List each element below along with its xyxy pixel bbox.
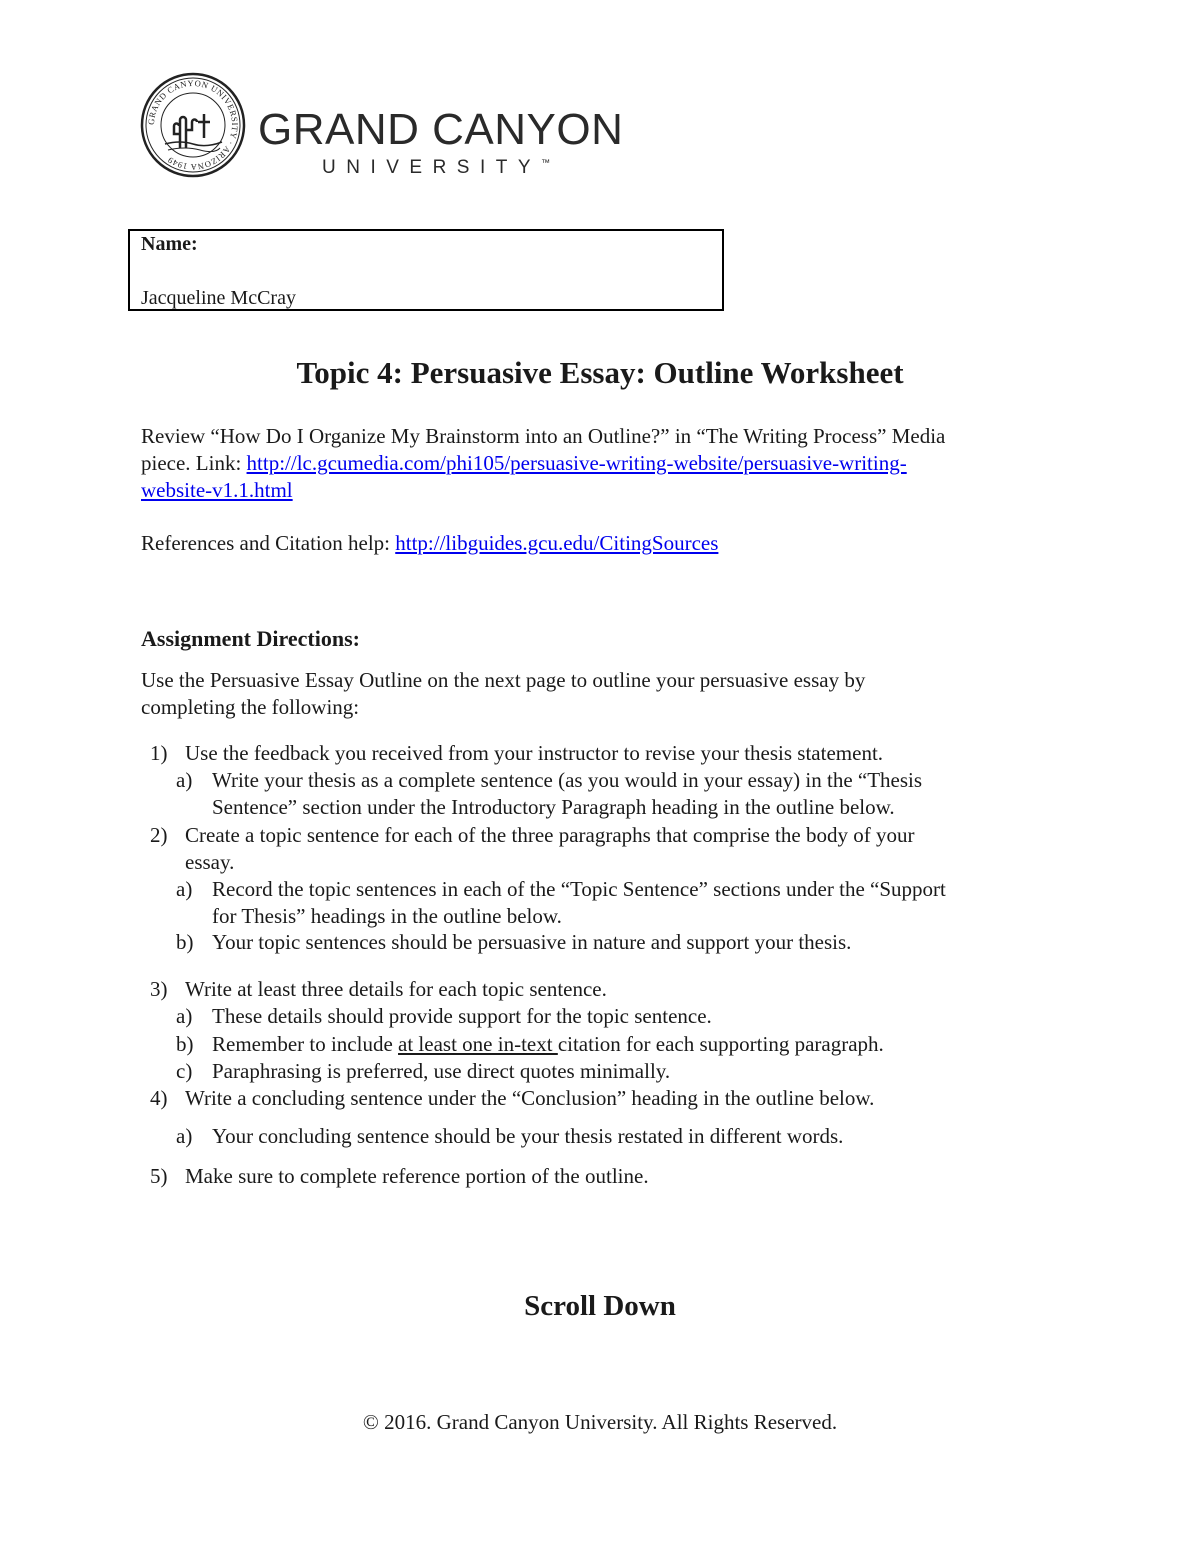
list-subitem-continued: Sentence” section under the Introductory Paragraph heading in the outline below. xyxy=(212,795,895,819)
list-letter: a) xyxy=(176,1124,193,1148)
review-text-link-line: piece. Link: http://lc.gcumedia.com/phi105/persuasive-writing-website/persuasive-writing- xyxy=(141,451,907,475)
directions-intro: Use the Persuasive Essay Outline on the next page to outline your persuasive essay by xyxy=(141,668,866,692)
list-number: 1) xyxy=(150,741,168,765)
name-label: Name: xyxy=(141,233,198,255)
directions-heading: Assignment Directions: xyxy=(141,626,360,651)
citing-sources-link[interactable]: http://libguides.gcu.edu/CitingSources xyxy=(395,531,719,555)
media-piece-link-continued[interactable]: website-v1.1.html xyxy=(141,478,293,502)
media-piece-link[interactable]: http://lc.gcumedia.com/phi105/persuasive-writing-website/persuasive-writing- xyxy=(246,451,907,475)
list-subitem: Your concluding sentence should be your thesis restated in different words. xyxy=(212,1124,844,1148)
references-line: References and Citation help: http://libguides.gcu.edu/CitingSources xyxy=(141,531,719,555)
directions-intro-continued: completing the following: xyxy=(141,695,360,719)
review-text: Review “How Do I Organize My Brainstorm into an Outline?” in “The Writing Process” Media xyxy=(141,424,946,448)
list-subitem: Paraphrasing is preferred, use direct quotes minimally. xyxy=(212,1059,671,1083)
svg-text:GRAND CANYON UNIVERSITY · ARIZ: GRAND CANYON UNIVERSITY · ARIZONA 1949 xyxy=(145,77,241,173)
list-item: Write a concluding sentence under the “Conclusion” heading in the outline below. xyxy=(185,1086,875,1110)
copyright-notice: © 2016. Grand Canyon University. All Rights Reserved. xyxy=(362,1410,838,1434)
list-letter: b) xyxy=(176,930,194,954)
list-letter: a) xyxy=(176,877,193,901)
list-number: 5) xyxy=(150,1164,168,1188)
list-item: Make sure to complete reference portion of the outline. xyxy=(185,1164,649,1188)
list-item-continued: essay. xyxy=(185,850,235,874)
list-letter: b) xyxy=(176,1032,194,1056)
university-seal-logo xyxy=(140,72,246,178)
list-item: Write at least three details for each topic sentence. xyxy=(185,977,607,1001)
list-letter: a) xyxy=(176,1004,193,1028)
list-subitem: Record the topic sentences in each of the “Topic Sentence” sections under the “Support xyxy=(212,877,946,901)
list-subitem: Your topic sentences should be persuasive in nature and support your thesis. xyxy=(212,930,852,954)
page-title: Topic 4: Persuasive Essay: Outline Worksheet xyxy=(296,355,904,390)
list-number: 4) xyxy=(150,1086,168,1110)
review-link-continued xyxy=(141,478,293,503)
list-item: Use the feedback you received from your instructor to revise your thesis statement. xyxy=(185,741,884,765)
list-subitem-continued: for Thesis” headings in the outline below. xyxy=(212,904,562,928)
list-subitem: Write your thesis as a complete sentence (as you would in your essay) in the “Thesis xyxy=(212,768,923,792)
name-value: Jacqueline McCray xyxy=(141,287,296,309)
list-letter: a) xyxy=(176,768,193,792)
list-item: Create a topic sentence for each of the three paragraphs that comprise the body of your xyxy=(185,823,915,847)
list-subitem: These details should provide support for the topic sentence. xyxy=(212,1004,712,1028)
list-number: 3) xyxy=(150,977,168,1001)
scroll-down-notice: Scroll Down xyxy=(524,1290,676,1322)
logo-wordmark: GRAND CANYON xyxy=(258,105,624,154)
list-subitem: Remember to include at least one in-text citation for each supporting paragraph. xyxy=(212,1032,884,1056)
logo-subtitle: UNIVERSITY™ xyxy=(322,157,551,178)
list-letter: c) xyxy=(176,1059,193,1083)
list-number: 2) xyxy=(150,823,168,847)
